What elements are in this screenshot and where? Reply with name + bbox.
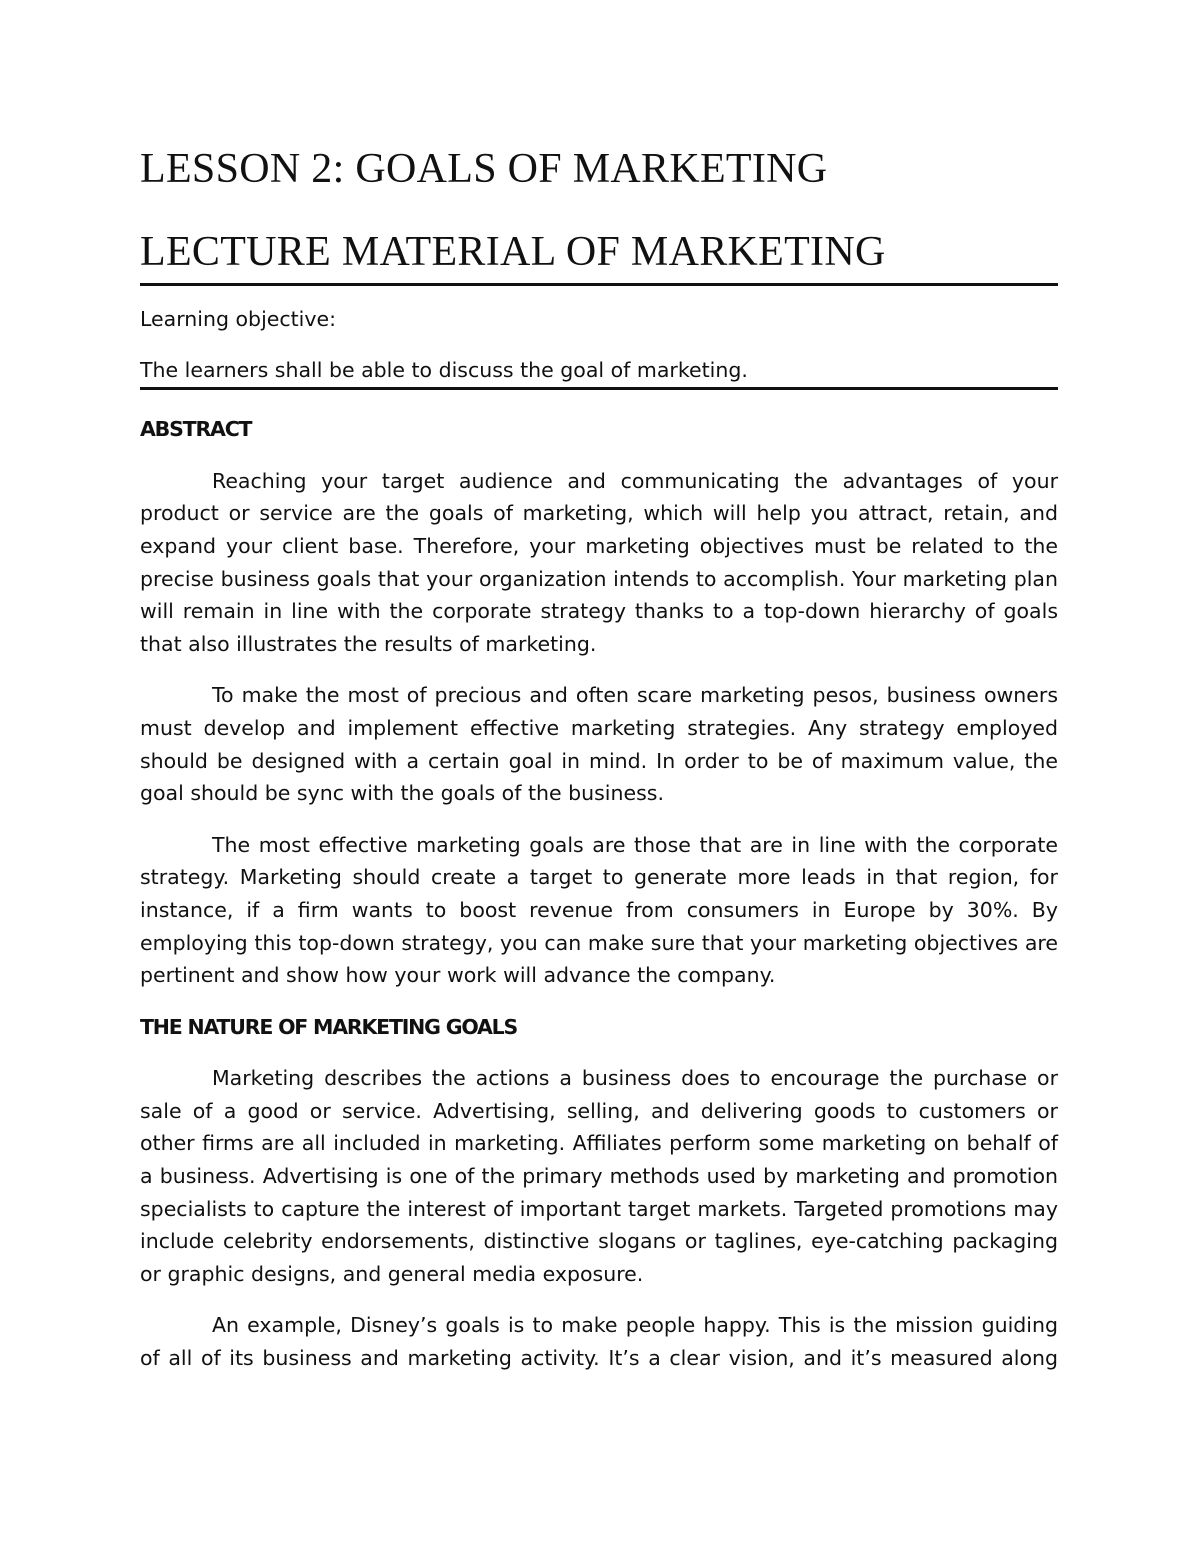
nature-paragraph: Marketing describes the actions a business does to encourage the purchase or sale of a good or service. Advertising, selling, and delivering goods to customers or other firms are all included in marketing. Affiliates perform some marketing on behalf of a business. Advertising is one of the primary methods used by marketing and promotion specialists to capture the interest of important target markets. Targeted promotions may include celebrity endorsements, distinctive slogans or taglines, eye-catching packaging or graphic designs, and general media exposure.	[140, 1066, 1058, 1286]
lesson-title: LESSON 2: GOALS OF MARKETING	[140, 146, 828, 192]
nature-of-marketing-goals-heading: THE NATURE OF MARKETING GOALS	[140, 1014, 518, 1039]
abstract-heading: ABSTRACT	[140, 417, 252, 442]
abstract-paragraph: Reaching your target audience and communicating the advantages of your product or service are the goals of marketing, which will help you attract, retain, and expand your client base. Therefore, your marketing objectives must be related to the precise business goals that your organization intends to accomplish. Your marketing plan will remain in line with the corporate strategy thanks to a top-down hierarchy of goals that also illustrates the results of marketing.	[140, 468, 1058, 656]
objective-divider	[140, 387, 1058, 390]
abstract-paragraph: To make the most of precious and often scare marketing pesos, business owners must develop and implement effective marketing strategies. Any strategy employed should be designed with a certain goal in mind. In order to be of maximum value, the goal should be sync with the goals of the business.	[140, 683, 1058, 806]
abstract-paragraph: The most effective marketing goals are those that are in line with the corporate strategy. Marketing should create a target to generate more leads in that region, for instance, if a firm wants to boost revenue from consumers in Europe by 30%. By employing this top-down strategy, you can make sure that your marketing objectives are pertinent and show how your work will advance the company.	[140, 832, 1058, 988]
learning-objective-text: The learners shall be able to discuss the goal of marketing.	[140, 357, 748, 382]
document-page	[140, 140, 1058, 1375]
lecture-title: LECTURE MATERIAL OF MARKETING	[140, 229, 886, 275]
title-divider	[140, 283, 1058, 286]
nature-paragraph: An example, Disney’s goals is to make people happy. This is the mission guiding of all of its business and marketing activity. It’s a clear vision, and it’s measured along	[140, 1313, 1058, 1371]
learning-objective-label: Learning objective:	[140, 307, 337, 331]
